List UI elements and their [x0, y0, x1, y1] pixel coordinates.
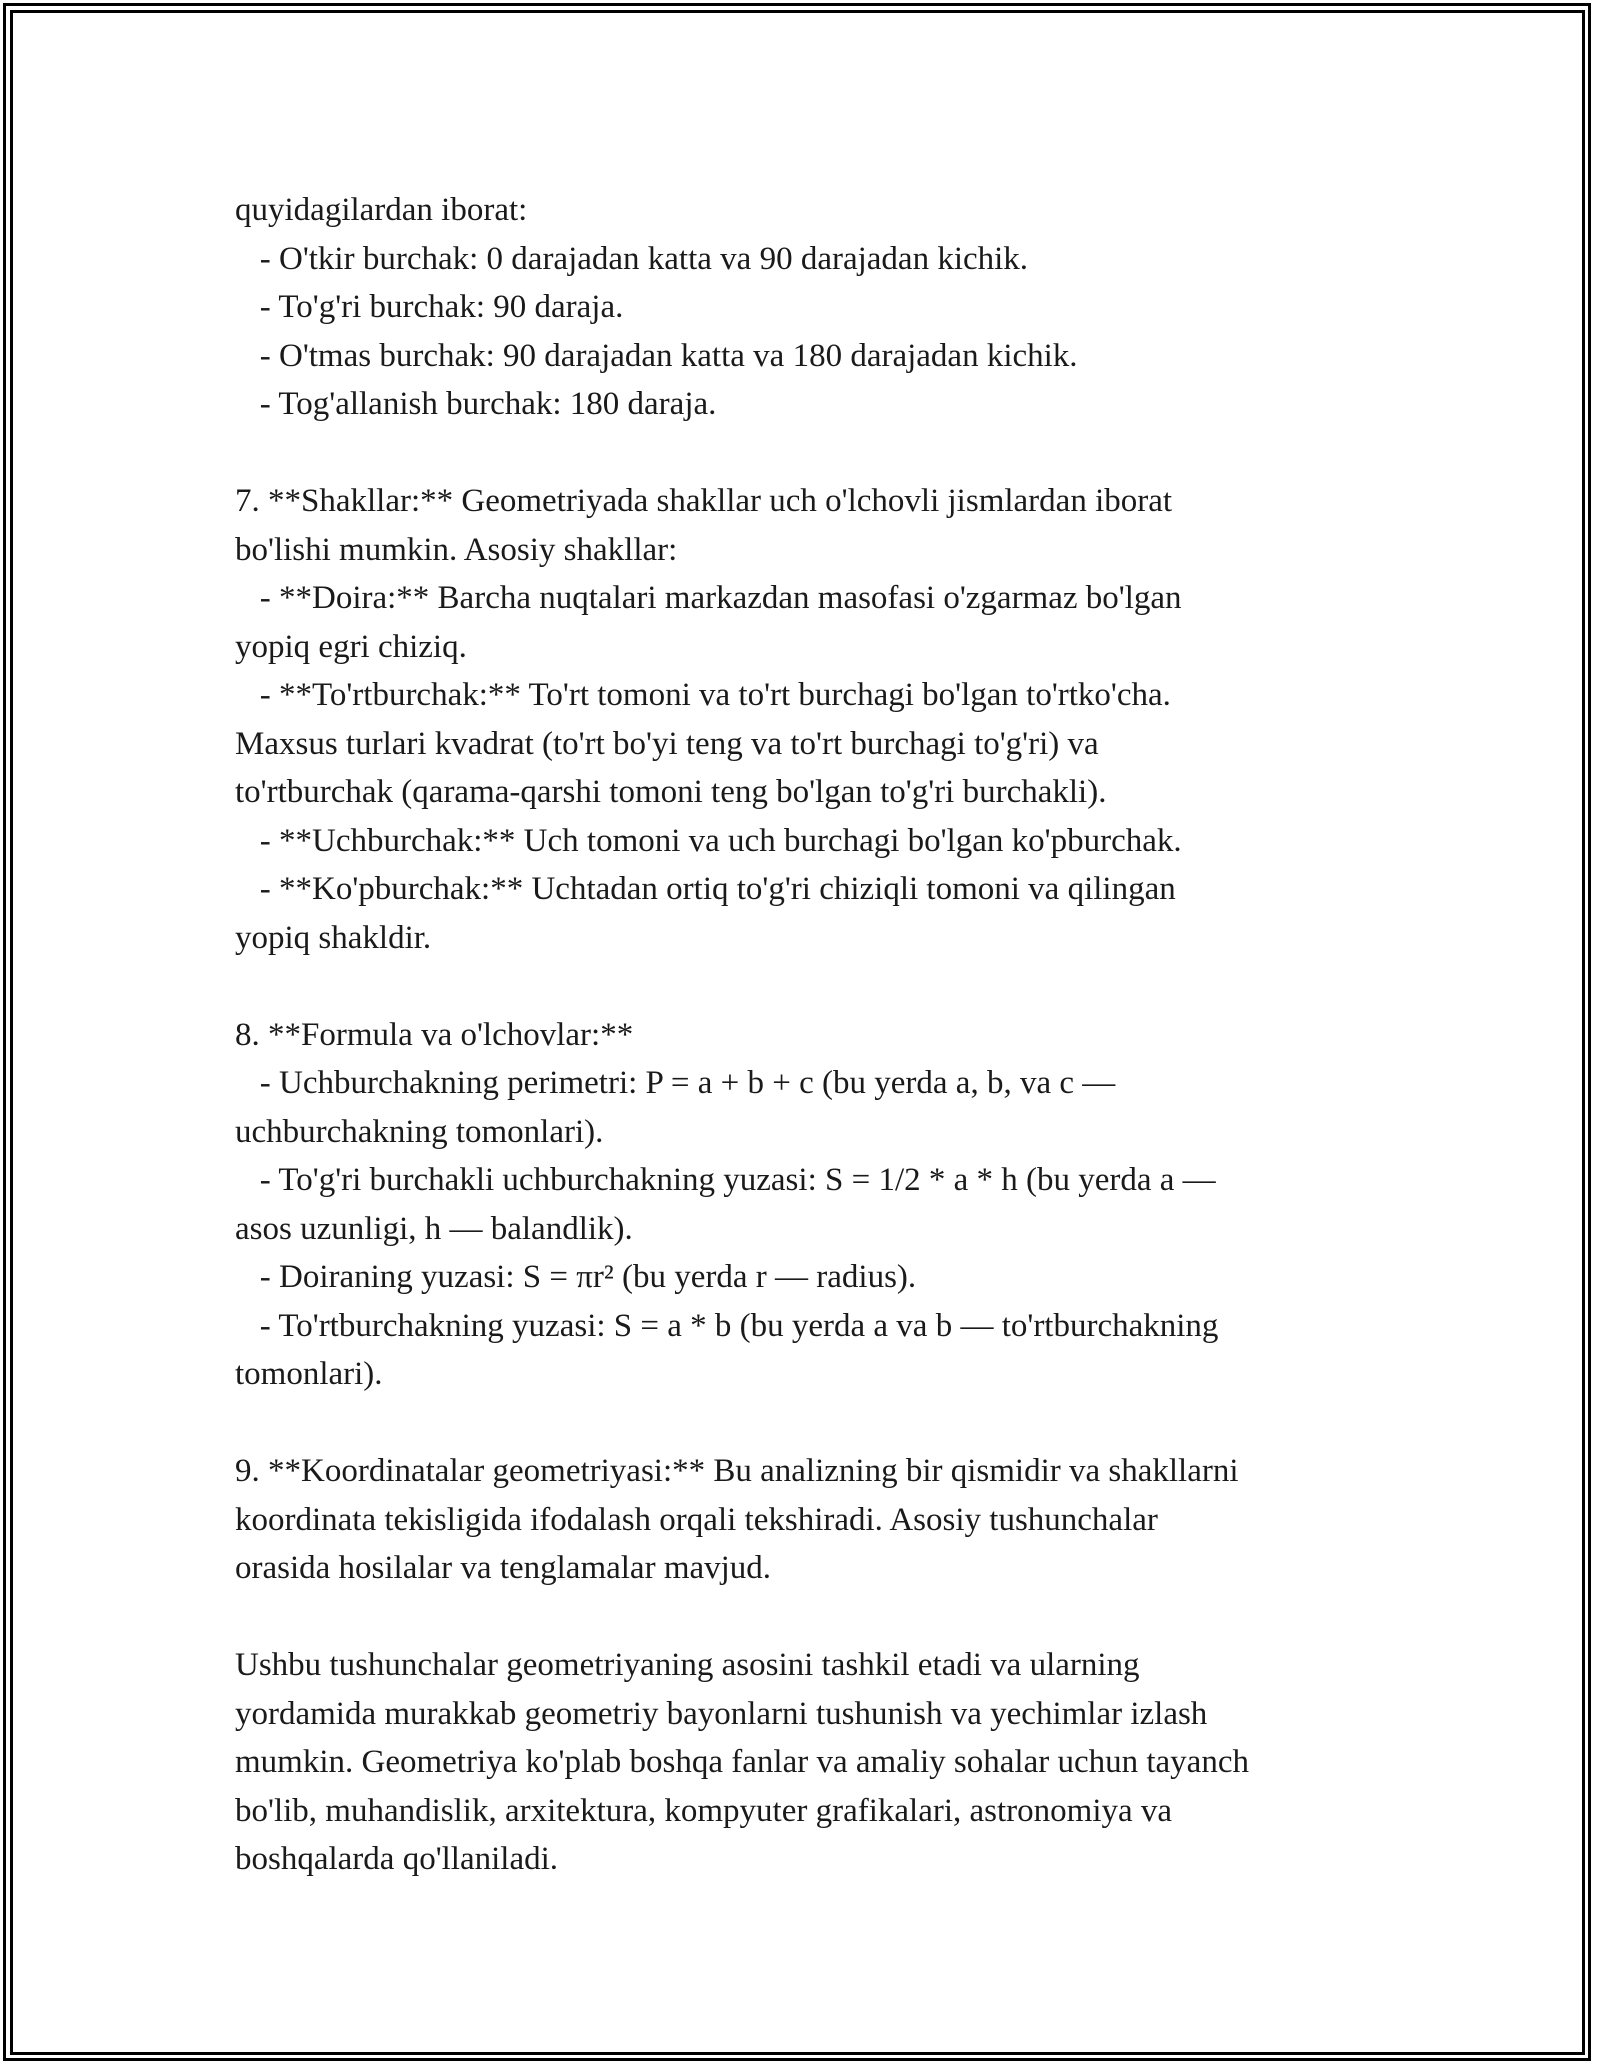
blank-line — [235, 1593, 1415, 1642]
text-line: mumkin. Geometriya ko'plab boshqa fanlar va amaliy sohalar uchun tayanch — [235, 1744, 1249, 1780]
text-line: yopiq shakldir. — [235, 919, 432, 956]
text-line: - O'tkir burchak: 0 darajadan katta va 90 darajadan kichik. — [235, 240, 1029, 277]
text-line: 8. **Formula va o'lchovlar:** — [235, 1016, 634, 1053]
document-body — [235, 186, 1415, 1884]
text-line: tomonlari). — [235, 1356, 383, 1392]
text-line: asos uzunligi, h — balandlik). — [235, 1210, 633, 1247]
text-line: koordinata tekisligida ifodalash orqali tekshiradi. Asosiy tushunchalar — [235, 1501, 1158, 1538]
text-line: - **Ko'pburchak:** Uchtadan ortiq to'g'ri chiziqli tomoni va qilingan — [235, 871, 1176, 907]
text-line: Ushbu tushunchalar geometriyaning asosini tashkil etadi va ularning — [235, 1647, 1140, 1683]
text-line: - **Uchburchak:** Uch tomoni va uch burchagi bo'lgan ko'pburchak. — [235, 822, 1182, 859]
text-line: bo'lib, muhandislik, arxitektura, kompyuter grafikalari, astronomiya va — [235, 1792, 1173, 1829]
text-line: - To'g'ri burchak: 90 daraja. — [235, 289, 624, 325]
text-line: bo'lishi mumkin. Asosiy shakllar: — [235, 531, 678, 568]
text-line: - **Doira:** Barcha nuqtalari markazdan masofasi o'zgarmaz bo'lgan — [235, 580, 1182, 616]
text-line: quyidagilardan iborat: — [235, 192, 528, 228]
blank-line — [235, 1399, 1415, 1448]
text-line: - Tog'allanish burchak: 180 daraja. — [235, 386, 717, 422]
text-line: uchburchakning tomonlari). — [235, 1113, 604, 1150]
text-line: - To'g'ri burchakli uchburchakning yuzasi: S = 1/2 * a * h (bu yerda a — — [235, 1162, 1216, 1198]
text-line: boshqalarda qo'llaniladi. — [235, 1841, 559, 1877]
text-line: - To'rtburchakning yuzasi: S = a * b (bu yerda a va b — to'rtburchakning — [235, 1307, 1219, 1344]
text-line: 7. **Shakllar:** Geometriyada shakllar uch o'lchovli jismlardan iborat — [235, 483, 1173, 519]
text-line: orasida hosilalar va tenglamalar mavjud. — [235, 1550, 772, 1586]
text-line: yopiq egri chiziq. — [235, 628, 467, 665]
blank-line — [235, 962, 1415, 1011]
text-line: - **To'rtburchak:** To'rt tomoni va to'rt burchagi bo'lgan to'rtko'cha. — [235, 677, 1171, 713]
text-line: - Uchburchakning perimetri: P = a + b + c (bu yerda a, b, va c — — [235, 1065, 1116, 1101]
text-line: - Doiraning yuzasi: S = πr² (bu yerda r — radius). — [235, 1259, 917, 1295]
text-line: to'rtburchak (qarama-qarshi tomoni teng bo'lgan to'g'ri burchakli). — [235, 774, 1107, 810]
text-line: 9. **Koordinatalar geometriyasi:** Bu analizning bir qismidir va shakllarni — [235, 1453, 1239, 1489]
text-line: yordamida murakkab geometriy bayonlarni tushunish va yechimlar izlash — [235, 1695, 1208, 1732]
blank-line — [235, 429, 1415, 478]
text-line: - O'tmas burchak: 90 darajadan katta va 180 darajadan kichik. — [235, 337, 1078, 374]
text-line: Maxsus turlari kvadrat (to'rt bo'yi teng va to'rt burchagi to'g'ri) va — [235, 725, 1099, 762]
